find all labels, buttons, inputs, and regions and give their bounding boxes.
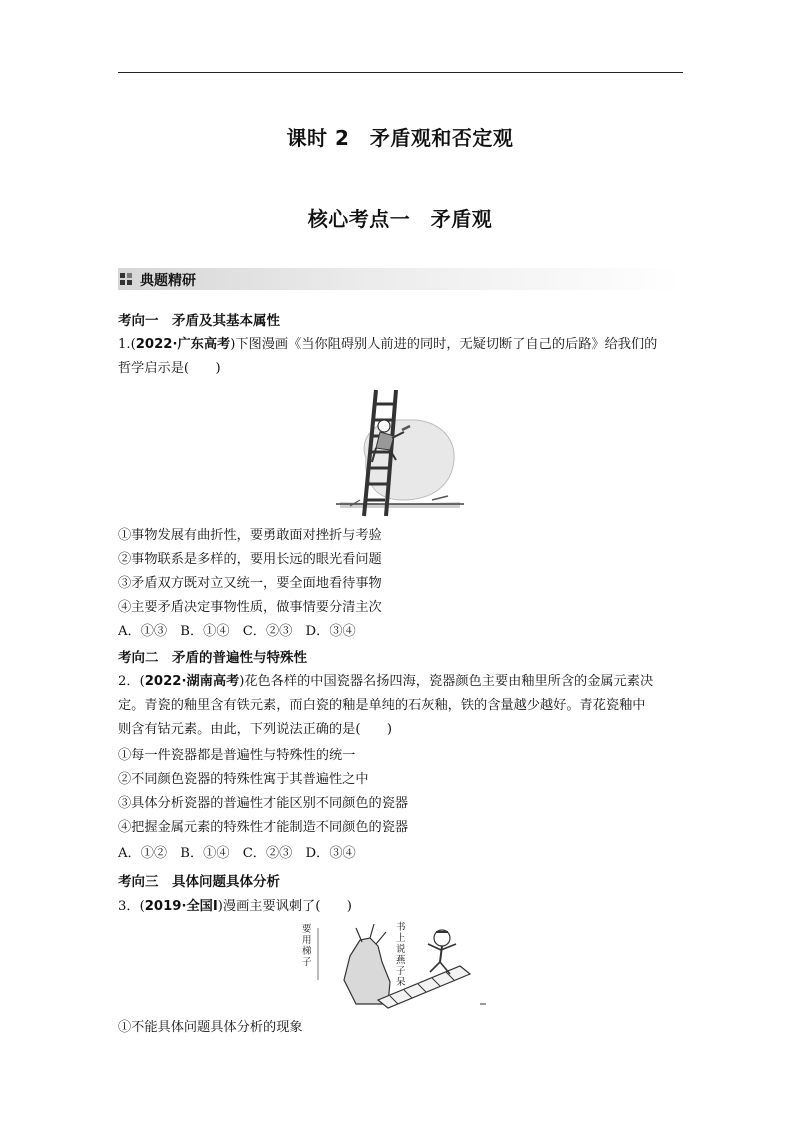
q2-choices: A．①② B．①④ C．②③ D．③④ [118, 846, 356, 861]
q2-stem-text: )花色各样的中国瓷器名扬四海，瓷器颜色主要由釉里所含的金属元素决 [239, 674, 654, 689]
q2-option-1: ①每一件瓷器都是普遍性与特殊性的统一 [118, 748, 356, 763]
q1-option-1: ①事物发展有曲折性，要勇敢面对挫折与考验 [118, 528, 382, 543]
q1-option-2: ②事物联系是多样的，要用长远的眼光看问题 [118, 552, 382, 567]
q2-stem [118, 672, 688, 692]
q3-stem-text: )漫画主要讽刺了( ) [217, 899, 352, 914]
band-label: 典题精研 [140, 273, 196, 289]
q1-heading: 考向一 矛盾及其基本属性 [118, 313, 280, 329]
q2-heading: 考向二 矛盾的普遍性与特殊性 [118, 650, 307, 666]
q2-number: 2．( [118, 674, 145, 689]
section-band [118, 268, 683, 290]
cartoon-figure [300, 920, 490, 1010]
cartoon-caption-left: 要用梯子 [302, 924, 312, 968]
q2-stem-line3: 则含有钴元素。由此，下列说法正确的是( ) [118, 722, 393, 737]
q2-option-3: ③具体分析瓷器的普遍性才能区别不同颜色的瓷器 [118, 796, 409, 811]
square-bullet-icon [120, 273, 132, 285]
section-title: 核心考点一 矛盾观 [307, 207, 493, 231]
q1-stem-text: )下图漫画《当你阻碍别人前进的同时，无疑切断了自己的后路》给我们的 [230, 337, 658, 352]
q2-option-4: ④把握金属元素的特殊性才能制造不同颜色的瓷器 [118, 820, 409, 835]
q1-stem [118, 335, 688, 355]
q1-number: 1.( [118, 337, 136, 352]
cartoon-caption-right: 书上说燕子呆 [396, 922, 406, 988]
q2-source: 2022·湖南高考 [144, 674, 240, 689]
header-rule [118, 72, 683, 73]
lesson-title: 课时 2 矛盾观和否定观 [286, 126, 514, 150]
q2-stem-line2: 定。青瓷的釉里含有铁元素，而白瓷的釉是单纯的石灰釉，铁的含量越少越好。青花瓷釉中 [118, 698, 646, 713]
q1-source: 2022·广东高考 [135, 337, 231, 352]
ladder-cartoon [336, 388, 464, 518]
q1-choices: A．①③ B．①④ C．②③ D．③④ [118, 624, 356, 639]
q1-option-4: ④主要矛盾决定事物性质，做事情要分清主次 [118, 600, 382, 615]
q2-option-2: ②不同颜色瓷器的特殊性寓于其普遍性之中 [118, 772, 369, 787]
q1-option-3: ③矛盾双方既对立又统一，要全面地看待事物 [118, 576, 382, 591]
q3-stem [118, 897, 688, 917]
q3-option-1: ①不能具体问题具体分析的现象 [118, 1020, 303, 1035]
q1-stem-line2: 哲学启示是( ) [118, 361, 221, 376]
q3-number: 3．( [118, 899, 145, 914]
q3-heading: 考向三 具体问题具体分析 [118, 874, 280, 890]
q3-source: 2019·全国Ⅰ [144, 899, 218, 914]
